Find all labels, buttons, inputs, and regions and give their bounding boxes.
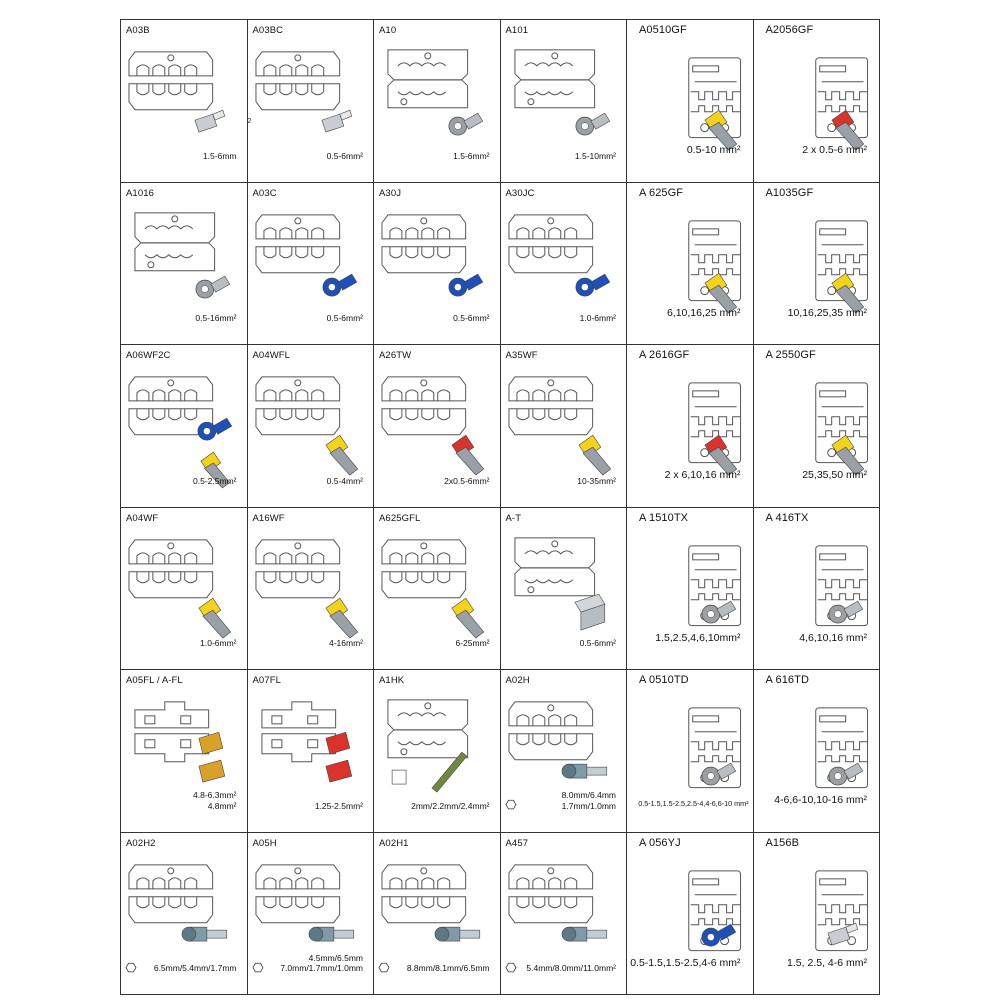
ring-terminal-icon <box>828 601 862 623</box>
die-model-label: A04WFL <box>252 350 291 361</box>
crimp-die-drawing <box>388 700 468 758</box>
crimp-die-drawing <box>508 377 592 435</box>
crimp-die-drawing <box>508 702 592 760</box>
die-model-label: A07FL <box>252 675 281 686</box>
die-cell <box>248 20 375 183</box>
die-model-label: A0510GF <box>639 24 687 36</box>
die-cell <box>627 508 754 671</box>
die-model-label: A 2550GF <box>765 349 816 361</box>
die-cell <box>627 20 754 183</box>
ring-terminal-icon <box>449 274 483 296</box>
die-cell <box>627 183 754 346</box>
die-cell <box>501 183 628 346</box>
flag-terminal-icon <box>827 923 857 945</box>
die-cell <box>627 670 754 833</box>
die-cell <box>501 345 628 508</box>
die-cell <box>374 670 501 833</box>
die-cell <box>374 833 501 996</box>
crimp-die-drawing <box>382 214 466 272</box>
die-model-label: A1HK <box>379 675 405 686</box>
die-model-label: A625GFL <box>379 512 421 524</box>
crimp-die-drawing <box>255 214 339 272</box>
die-cell <box>627 345 754 508</box>
crimp-die-drawing <box>135 212 215 270</box>
die-model-label: A1035GF <box>765 186 814 199</box>
ring-terminal-icon <box>702 924 736 946</box>
die-model-label: A 616TD <box>765 674 810 686</box>
die-model-label: A30JC <box>505 187 535 199</box>
spade-terminal-icon <box>325 732 351 782</box>
die-cell <box>374 345 501 508</box>
die-model-label: A 056YJ <box>639 836 681 849</box>
die-cell <box>754 345 881 508</box>
die-model-label: A101 <box>505 25 529 36</box>
die-model-label: A 625GF <box>639 186 684 199</box>
die-cell <box>501 833 628 996</box>
crimp-range-label: 0.5-6mm² <box>326 150 363 161</box>
spade-terminal-icon <box>199 732 225 782</box>
die-cell <box>374 183 501 346</box>
crimp-range-label: 1.5-10mm² <box>574 150 616 161</box>
die-model-label: A-T <box>505 512 522 524</box>
die-cell <box>121 670 248 833</box>
die-model-label: A30J <box>379 187 402 199</box>
crimp-die-drawing <box>508 864 592 922</box>
die-cell <box>501 508 628 671</box>
crimp-die-drawing <box>508 214 592 272</box>
die-model-label: A03BC <box>252 25 284 36</box>
bnc-connector-icon <box>308 927 353 941</box>
die-model-label: A26TW <box>379 350 412 361</box>
crimp-range-label: 1.5,2.5,4,6,10mm² <box>655 631 741 644</box>
ferrule-icon <box>578 435 610 475</box>
crimp-range-label: 1.0-6mm² <box>200 638 237 649</box>
die-cell <box>501 20 628 183</box>
crimp-range-label: 1.0-6mm² <box>579 313 616 324</box>
hex-icon <box>126 963 136 972</box>
crimp-die-drawing <box>255 539 339 597</box>
crimp-range-label: 4.8-6.3mm² 4.8mm² <box>193 790 237 811</box>
cell-note: 2 <box>247 118 252 125</box>
die-model-label: A156B <box>765 836 800 849</box>
crimp-die-drawing <box>382 539 466 597</box>
ring-terminal-icon <box>196 276 230 298</box>
crimp-range-label: 1.5-6mm² <box>453 150 490 161</box>
crimp-die-drawing <box>382 377 466 435</box>
die-model-label: A04WF <box>126 512 159 524</box>
die-cell <box>374 20 501 183</box>
die-model-label: A02H1 <box>379 837 409 849</box>
die-cell <box>754 670 881 833</box>
crimp-range-label: 8.8mm/8.1mm/6.5mm <box>406 963 490 974</box>
ring-terminal-icon <box>449 113 483 135</box>
die-cell <box>248 833 375 996</box>
die-model-label: A 1510TX <box>639 511 689 524</box>
die-cell <box>374 508 501 671</box>
ring-terminal-icon <box>828 763 862 785</box>
crimp-range-label: 25,35,50 mm² <box>802 469 867 482</box>
crimp-range-label: 0.5-4mm² <box>326 475 363 486</box>
crimp-range-label: 6,10,16,25 mm² <box>666 306 741 319</box>
crimp-range-label: 2 x 0.5-6 mm² <box>802 144 867 157</box>
die-model-label: A35WF <box>505 350 538 361</box>
die-cell <box>121 508 248 671</box>
crimp-range-label: 2mm/2.2mm/2.4mm² <box>411 800 490 811</box>
crimp-range-label: 1.5-6mm <box>202 150 237 161</box>
ferrule-icon <box>199 598 231 638</box>
die-cell <box>121 20 248 183</box>
die-model-label: A2056GF <box>765 24 814 36</box>
ferrule-icon <box>325 598 357 638</box>
die-model-label: A 0510TD <box>639 674 689 686</box>
die-model-label: A06WF2C <box>126 350 171 361</box>
die-model-label: A16WF <box>252 512 285 524</box>
die-model-label: A03C <box>252 187 277 199</box>
crimp-die-drawing <box>255 52 339 110</box>
crimp-range-label: 0.5-1.5,1.5-2.5,4-6 mm² <box>630 956 741 969</box>
crimp-range-label: 5.4mm/8.0mm/11.0mm² <box>526 963 616 974</box>
die-cell <box>121 183 248 346</box>
hex-icon <box>505 963 515 972</box>
flag-terminal-icon <box>321 110 351 132</box>
crimp-range-label: 10,16,25,35 mm² <box>787 306 867 319</box>
crimp-range-label: 1.25-2.5mm² <box>314 800 363 811</box>
crimp-die-drawing <box>255 864 339 922</box>
die-cell <box>248 508 375 671</box>
crimp-die-drawing <box>382 864 466 922</box>
bnc-connector-icon <box>561 927 606 941</box>
die-model-label: A05H <box>252 837 277 849</box>
crimp-die-drawing <box>261 702 335 762</box>
crimp-range-label: 1.5, 2.5, 4-6 mm² <box>787 956 867 969</box>
crimp-range-label: 6.5mm/5.4mm/1.7mm <box>153 963 237 974</box>
catalog-grid <box>120 19 880 995</box>
crimp-die-drawing <box>129 539 213 597</box>
die-cell <box>754 183 881 346</box>
die-model-label: A02H2 <box>126 837 156 849</box>
crimp-die-drawing <box>255 377 339 435</box>
ring-terminal-icon <box>702 763 736 785</box>
hex-icon <box>379 963 389 972</box>
ring-terminal-icon <box>702 601 736 623</box>
die-cell <box>754 833 881 996</box>
crimp-range-label: 0.5-1.5,1.5-2.5,2.5-4,4-6,6-10 mm² <box>638 798 749 808</box>
hex-icon <box>252 963 262 972</box>
die-model-label: A 2616GF <box>639 349 690 361</box>
tab-terminal-icon <box>574 594 604 630</box>
crimp-range-label: 2 x 6,10,16 mm² <box>664 469 741 482</box>
die-model-label: A 416TX <box>765 511 809 524</box>
crimp-range-label: 8.0mm/6.4mm 1.7mm/1.0mm <box>561 790 616 811</box>
crimp-die-drawing <box>514 50 594 108</box>
die-model-label: A10 <box>379 25 397 36</box>
die-model-label: A1016 <box>126 187 154 199</box>
ferrule-icon <box>325 435 357 475</box>
crimp-range-label: 0.5-6mm² <box>326 313 363 324</box>
crimp-die-drawing <box>135 702 209 762</box>
die-cell <box>248 345 375 508</box>
crimp-die-drawing <box>388 50 468 108</box>
die-model-label: A457 <box>505 837 529 849</box>
ferrule-icon <box>452 598 484 638</box>
die-cell <box>248 670 375 833</box>
hex-icon <box>505 800 515 809</box>
crimp-die-drawing <box>514 537 594 595</box>
ring-terminal-icon <box>198 418 232 440</box>
bnc-connector-icon <box>182 927 227 941</box>
die-cell <box>501 670 628 833</box>
die-cell <box>754 508 881 671</box>
ring-terminal-icon <box>322 274 356 296</box>
die-cell <box>121 345 248 508</box>
die-cell <box>754 20 881 183</box>
crimp-range-label: 10-35mm² <box>577 475 616 486</box>
crimp-die-catalog <box>120 19 880 995</box>
flag-terminal-icon <box>195 110 225 132</box>
crimp-die-drawing <box>129 864 213 922</box>
crimp-range-label: 4-6,6-10,10-16 mm² <box>774 794 867 807</box>
die-cell <box>248 183 375 346</box>
bnc-connector-icon <box>435 927 480 941</box>
crimp-range-label: 4-16mm² <box>328 638 363 649</box>
crimp-range-label: 6-25mm² <box>455 638 490 649</box>
die-model-label: A05FL / A-FL <box>126 675 183 686</box>
crimp-range-label: 0.5-10 mm² <box>686 144 741 157</box>
crimp-range-label: 0.5-6mm² <box>453 313 490 324</box>
crimp-range-label: 0.5-2.5mm² <box>193 475 237 486</box>
crimp-range-label: 0.5-6mm² <box>579 638 616 649</box>
ferrule-icon <box>452 435 484 475</box>
die-cell <box>121 833 248 996</box>
crimp-range-label: 4,6,10,16 mm² <box>799 631 867 644</box>
die-model-label: A02H <box>505 675 530 686</box>
ring-terminal-icon <box>575 274 609 296</box>
ring-terminal-icon <box>575 113 609 135</box>
bnc-connector-icon <box>561 764 606 778</box>
die-cell <box>627 833 754 996</box>
crimp-range-label: 4.5mm/6.5mm 7.0mm/1.7mm/1.0mm <box>280 952 363 974</box>
die-model-label: A03B <box>126 25 150 36</box>
crimp-range-label: 2x0.5-6mm² <box>444 475 490 486</box>
crimp-die-drawing <box>129 52 213 110</box>
crimp-range-label: 0.5-16mm² <box>195 313 237 324</box>
